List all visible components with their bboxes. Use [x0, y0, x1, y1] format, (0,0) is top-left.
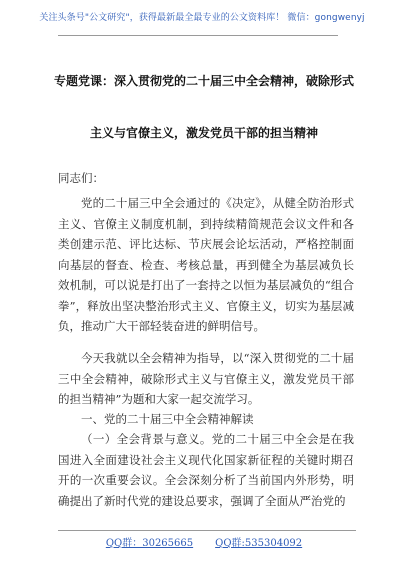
- footer: [0, 534, 408, 549]
- document-title-line-2: 主义与官僚主义，激发党员干部的担当精神: [89, 126, 318, 140]
- header-banner: 关注头条号"公文研究"，获得最新最全最专业的公文资料库！ 微信：gongwenyj: [39, 13, 365, 23]
- footer-qq-group-1: QQ群：30265665: [105, 538, 194, 549]
- header-divider: [58, 35, 338, 36]
- document-title-line-1: 专题党课：深入贯彻党的二十届三中全会精神，破除形式: [53, 74, 354, 88]
- paragraph-1: 党的二十届三中全会通过的《决定》，从健全防治形式主义、官僚主义制度机制，到持续精简规范会议文件和各类创建示范、评比达标、节庆展会论坛活动，严格控制面向基层的督查、检查、考核总量，再到健全为基层减负长效机制，可以说是打出了一套持之以恒为基层减负的“组合拳”，释放出坚决整治形式主义、官僚主义，切实为基层减负，推动广大干部轻装奋进的鲜明信号。: [58, 196, 354, 333]
- paragraph-2: 今天我就以全会精神为指导，以“深入贯彻党的二十届三中全会精神，破除形式主义与官僚主义，激发党员干部的担当精神”为题和大家一起交流学习。: [58, 351, 354, 406]
- salutation: 同志们：: [58, 171, 104, 185]
- footer-divider: [58, 530, 356, 531]
- footer-qq-group-2: QQ群:535304092: [215, 538, 303, 549]
- section-heading-1: 一、党的二十届三中全会精神解读: [81, 412, 254, 426]
- paragraph-3: （一）全会背景与意义。党的二十届三中全会是在我国进入全面建设社会主义现代化国家新征程的关键时期召开的一次重要会议。全会深刻分析了当前国内外形势，明确提出了新时代党的建设总要求，强调了全面从严治党的: [58, 432, 354, 508]
